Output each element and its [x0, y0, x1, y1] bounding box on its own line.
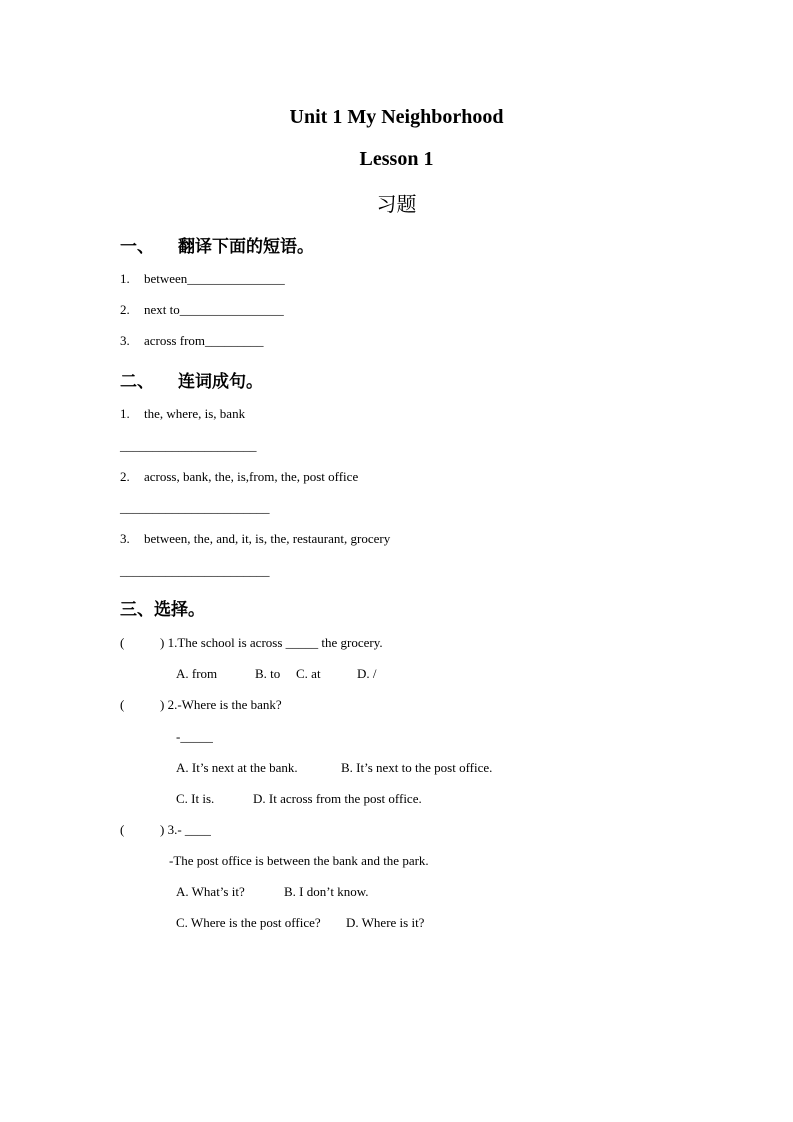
question-3-options-row2: [176, 915, 424, 931]
section2-answer-1: _____________________: [120, 438, 257, 453]
section2-item-3: [120, 531, 390, 547]
question-text: ) 2.-Where is the bank?: [160, 697, 282, 712]
option-a: A. What’s it?: [176, 884, 245, 899]
item-number: 3.: [120, 531, 130, 546]
option-d: D. Where is it?: [346, 915, 425, 930]
option-c: C. Where is the post office?: [176, 915, 321, 930]
section1-heading-text: 翻译下面的短语。: [178, 237, 314, 257]
section3-heading: 三、选择。: [120, 600, 205, 620]
section1-heading: [120, 232, 314, 257]
section1-item-3: [120, 333, 264, 349]
item-text: the, where, is, bank: [144, 406, 246, 421]
option-b: B. to: [255, 666, 281, 681]
answer-paren: (: [120, 822, 125, 837]
lesson-title: Lesson 1: [359, 148, 434, 170]
section1-item-2: [120, 302, 284, 318]
section2-heading-num: 二、: [120, 372, 154, 392]
section1-heading-num: 一、: [120, 237, 154, 257]
section2-answer-3: _______________________: [120, 563, 270, 578]
option-a: A. from: [176, 666, 218, 681]
section2-heading-text: 连词成句。: [178, 372, 263, 392]
item-number: 1.: [120, 406, 130, 421]
question-2: [120, 697, 282, 713]
option-d: D. It across from the post office.: [253, 791, 422, 806]
question-text: ) 1.The school is across _____ the grocery.: [160, 635, 383, 650]
item-text: across, bank, the, is,from, the, post office: [144, 469, 359, 484]
question-text: ) 3.- ____: [160, 822, 211, 837]
question-3: [120, 822, 211, 838]
option-c: C. It is.: [176, 791, 215, 806]
item-number: 1.: [120, 271, 130, 286]
section1-item-1: [120, 271, 285, 287]
section2-answer-2: _______________________: [120, 500, 270, 515]
answer-paren: (: [120, 635, 125, 650]
option-d: D. /: [357, 666, 377, 681]
item-text: across from_________: [144, 333, 264, 348]
section2-item-1: [120, 406, 245, 422]
question-2-options-row1: [176, 760, 492, 776]
option-b: B. I don’t know.: [284, 884, 369, 899]
question-1-options: [176, 666, 377, 682]
item-number: 3.: [120, 333, 130, 348]
question-2-reply: -_____: [176, 729, 213, 744]
page-subtitle: 习题: [376, 192, 417, 216]
item-number: 2.: [120, 302, 130, 317]
option-a: A. It’s next at the bank.: [176, 760, 298, 775]
option-c: C. at: [296, 666, 321, 681]
question-1: [120, 635, 383, 651]
section2-heading: [120, 367, 263, 392]
question-3-options-row1: [176, 884, 369, 900]
answer-paren: (: [120, 697, 125, 712]
page-title: Unit 1 My Neighborhood: [289, 106, 504, 128]
item-text: next to________________: [144, 302, 284, 317]
item-text: between, the, and, it, is, the, restaurant, grocery: [144, 531, 391, 546]
section2-item-2: [120, 469, 358, 485]
item-number: 2.: [120, 469, 130, 484]
question-2-options-row2: [176, 791, 422, 807]
question-3-reply: -The post office is between the bank and the park.: [169, 853, 429, 868]
item-text: between_______________: [144, 271, 285, 286]
option-b: B. It’s next to the post office.: [341, 760, 493, 775]
